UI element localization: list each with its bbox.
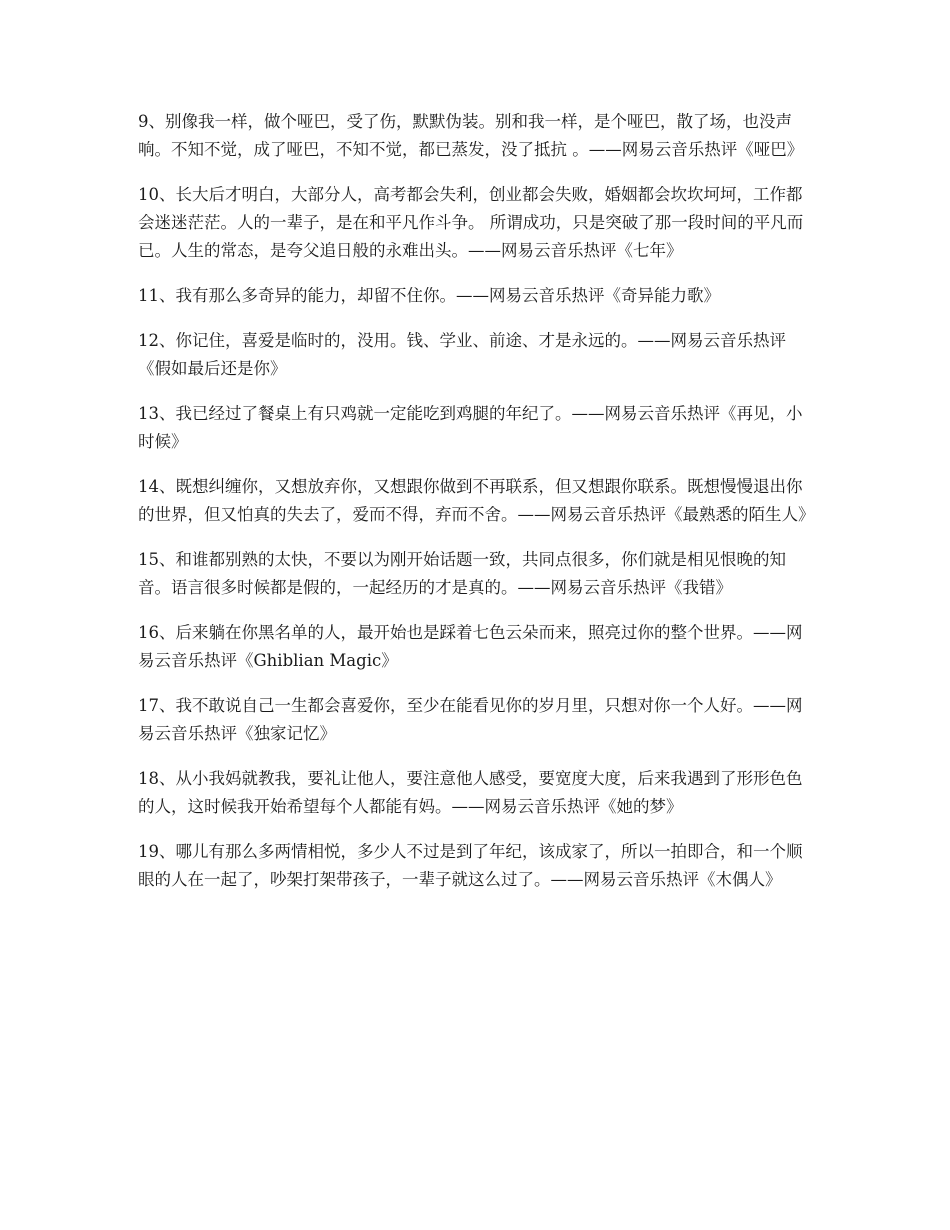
quote-paragraph-19: 19、哪儿有那么多两情相悦，多少人不过是到了年纪，该成家了，所以一拍即合，和一个顺眼的人在一起了，吵架打架带孩子，一辈子就这么过了。——网易云音乐热评《木偶人》 [138,842,803,889]
quote-paragraph-9: 9、别像我一样，做个哑巴，受了伤，默默伪装。别和我一样，是个哑巴，散了场，也没声响。不知不觉，成了哑巴，不知不觉，都已蒸发，没了抵抗 。——网易云音乐热评《哑巴》 [138,112,804,159]
quote-paragraph-15: 15、和谁都别熟的太快，不要以为刚开始话题一致，共同点很多，你们就是相见恨晚的知音。语言很多时候都是假的，一起经历的才是真的。——网易云音乐热评《我错》 [138,550,786,597]
quote-paragraph-11: 11、我有那么多奇异的能力，却留不住你。——网易云音乐热评《奇异能力歌》 [138,286,720,305]
quote-paragraph-13: 13、我已经过了餐桌上有只鸡就一定能吃到鸡腿的年纪了。——网易云音乐热评《再见，小时候》 [138,404,803,451]
quote-paragraph-10: 10、长大后才明白，大部分人，高考都会失利，创业都会失败，婚姻都会坎坎坷坷，工作都会迷迷茫茫。人的一辈子，是在和平凡作斗争。 所谓成功，只是突破了那一段时间的平凡而已。人生的常态，是夸父追日般的永难出头。——网易云音乐热评《七年》 [138,185,804,260]
quote-paragraph-18: 18、从小我妈就教我，要礼让他人，要注意他人感受，要宽度大度，后来我遇到了形形色色的人，这时候我开始希望每个人都能有妈。——网易云音乐热评《她的梦》 [138,769,803,816]
quote-paragraph-12: 12、你记住，喜爱是临时的，没用。钱、学业、前途、才是永远的。——网易云音乐热评《假如最后还是你》 [138,331,786,378]
quote-paragraph-17: 17、我不敢说自己一生都会喜爱你，至少在能看见你的岁月里，只想对你一个人好。——网易云音乐热评《独家记忆》 [138,696,803,743]
quote-paragraph-16: 16、后来躺在你黑名单的人，最开始也是踩着七色云朵而来，照亮过你的整个世界。——网易云音乐热评《Ghiblian Magic》 [138,623,803,670]
quote-paragraph-14: 14、既想纠缠你，又想放弃你，又想跟你做到不再联系，但又想跟你联系。既想慢慢退出你的世界，但又怕真的失去了，爱而不得，弃而不舍。——网易云音乐热评《最熟悉的陌生人》 [138,477,815,524]
document-body [138,108,815,911]
